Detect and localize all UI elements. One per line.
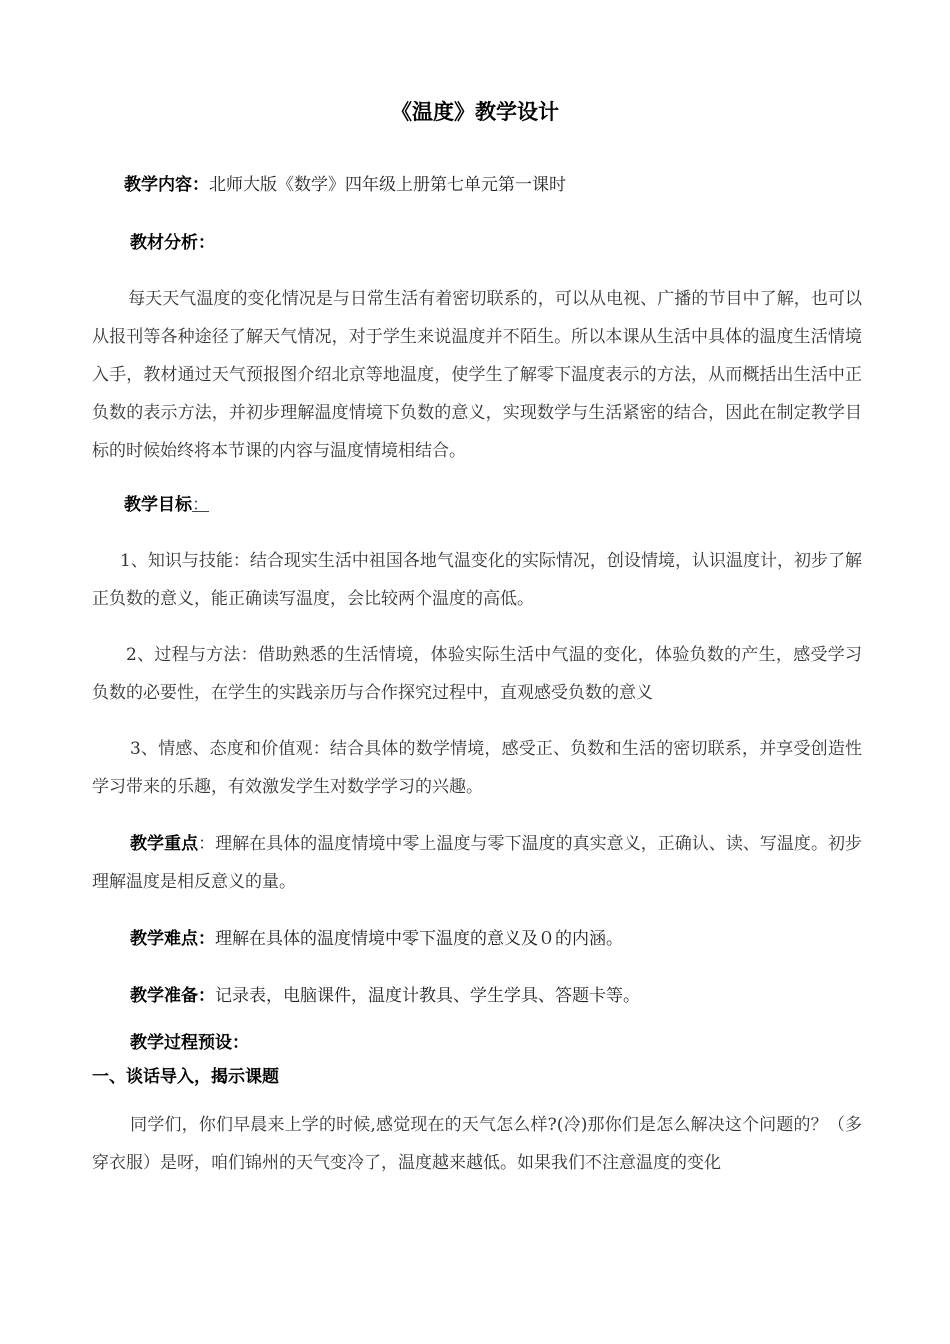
- difficulty-text: 理解在具体的温度情境中零下温度的意义及０的内涵。: [215, 929, 623, 949]
- process-line: [130, 1024, 900, 1062]
- key-point-label: 教学重点: [130, 834, 199, 854]
- preparation-label: 教学准备：: [130, 986, 215, 1006]
- teaching-content-line: [124, 166, 894, 204]
- teaching-goals-colon: ：: [192, 495, 209, 515]
- goal-1-text: 1、知识与技能：结合现实生活中祖国各地气温变化的实际情况，创设情境，认识温度计，初步了解正负数的意义，能正确读写温度，会比较两个温度的高低。: [92, 551, 862, 609]
- section-1-paragraph: [92, 1106, 862, 1182]
- goal-2-paragraph: [92, 636, 862, 712]
- material-analysis-paragraph: [92, 280, 862, 470]
- material-analysis-line: [130, 224, 900, 262]
- section-1-heading: 一、谈话导入，揭示课题: [92, 1067, 279, 1087]
- teaching-content-text: 北师大版《数学》四年级上册第七单元第一课时: [209, 175, 566, 195]
- teaching-goals-label: 教学目标: [124, 495, 192, 515]
- goal-3-paragraph: [92, 730, 862, 806]
- section-1-text: 同学们，你们早晨来上学的时候,感觉现在的天气怎么样?(冷)那你们是怎么解决这个问题的？（多穿衣服）是呀，咱们锦州的天气变冷了，温度越来越低。如果我们不注意温度的变化: [92, 1115, 862, 1173]
- difficulty-label: 教学难点：: [130, 929, 215, 949]
- goal-1-paragraph: [92, 542, 862, 618]
- goal-2-text: 2、过程与方法：借助熟悉的生活情境，体验实际生活中气温的变化，体验负数的产生，感受学习负数的必要性，在学生的实践亲历与合作探究过程中，直观感受负数的意义: [92, 645, 862, 703]
- document-title: 《温度》教学设计: [391, 100, 559, 124]
- teaching-goals-line: [124, 486, 894, 524]
- process-label: 教学过程预设：: [130, 1033, 249, 1053]
- key-point-paragraph: [92, 825, 862, 901]
- material-analysis-text: 每天天气温度的变化情况是与日常生活有着密切联系的，可以从电视、广播的节目中了解，也可以从报刊等各种途径了解天气情况，对于学生来说温度并不陌生。所以本课从生活中具体的温度生活情境入手，教材通过天气预报图介绍北京等地温度，使学生了解零下温度表示的方法，从而概括出生活中正负数的表示方法，并初步理解温度情境下负数的意义，实现数学与生活紧密的结合，因此在制定教学目标的时候始终将本节课的内容与温度情境相结合。: [92, 289, 862, 461]
- material-analysis-label: 教材分析：: [130, 233, 215, 253]
- preparation-line: [130, 977, 900, 1015]
- preparation-text: 记录表，电脑课件，温度计教具、学生学具、答题卡等。: [215, 986, 640, 1006]
- key-point-text: ：理解在具体的温度情境中零上温度与零下温度的真实意义，正确认、读、写温度。初步理解温度是相反意义的量。: [92, 834, 863, 892]
- difficulty-line: [130, 920, 900, 958]
- teaching-content-label: 教学内容：: [124, 175, 209, 195]
- section-1-heading-line: [92, 1058, 862, 1096]
- goal-3-text: 3、情感、态度和价值观：结合具体的数学情境，感受正、负数和生活的密切联系，并享受创造性学习带来的乐趣，有效激发学生对数学学习的兴趣。: [92, 739, 862, 797]
